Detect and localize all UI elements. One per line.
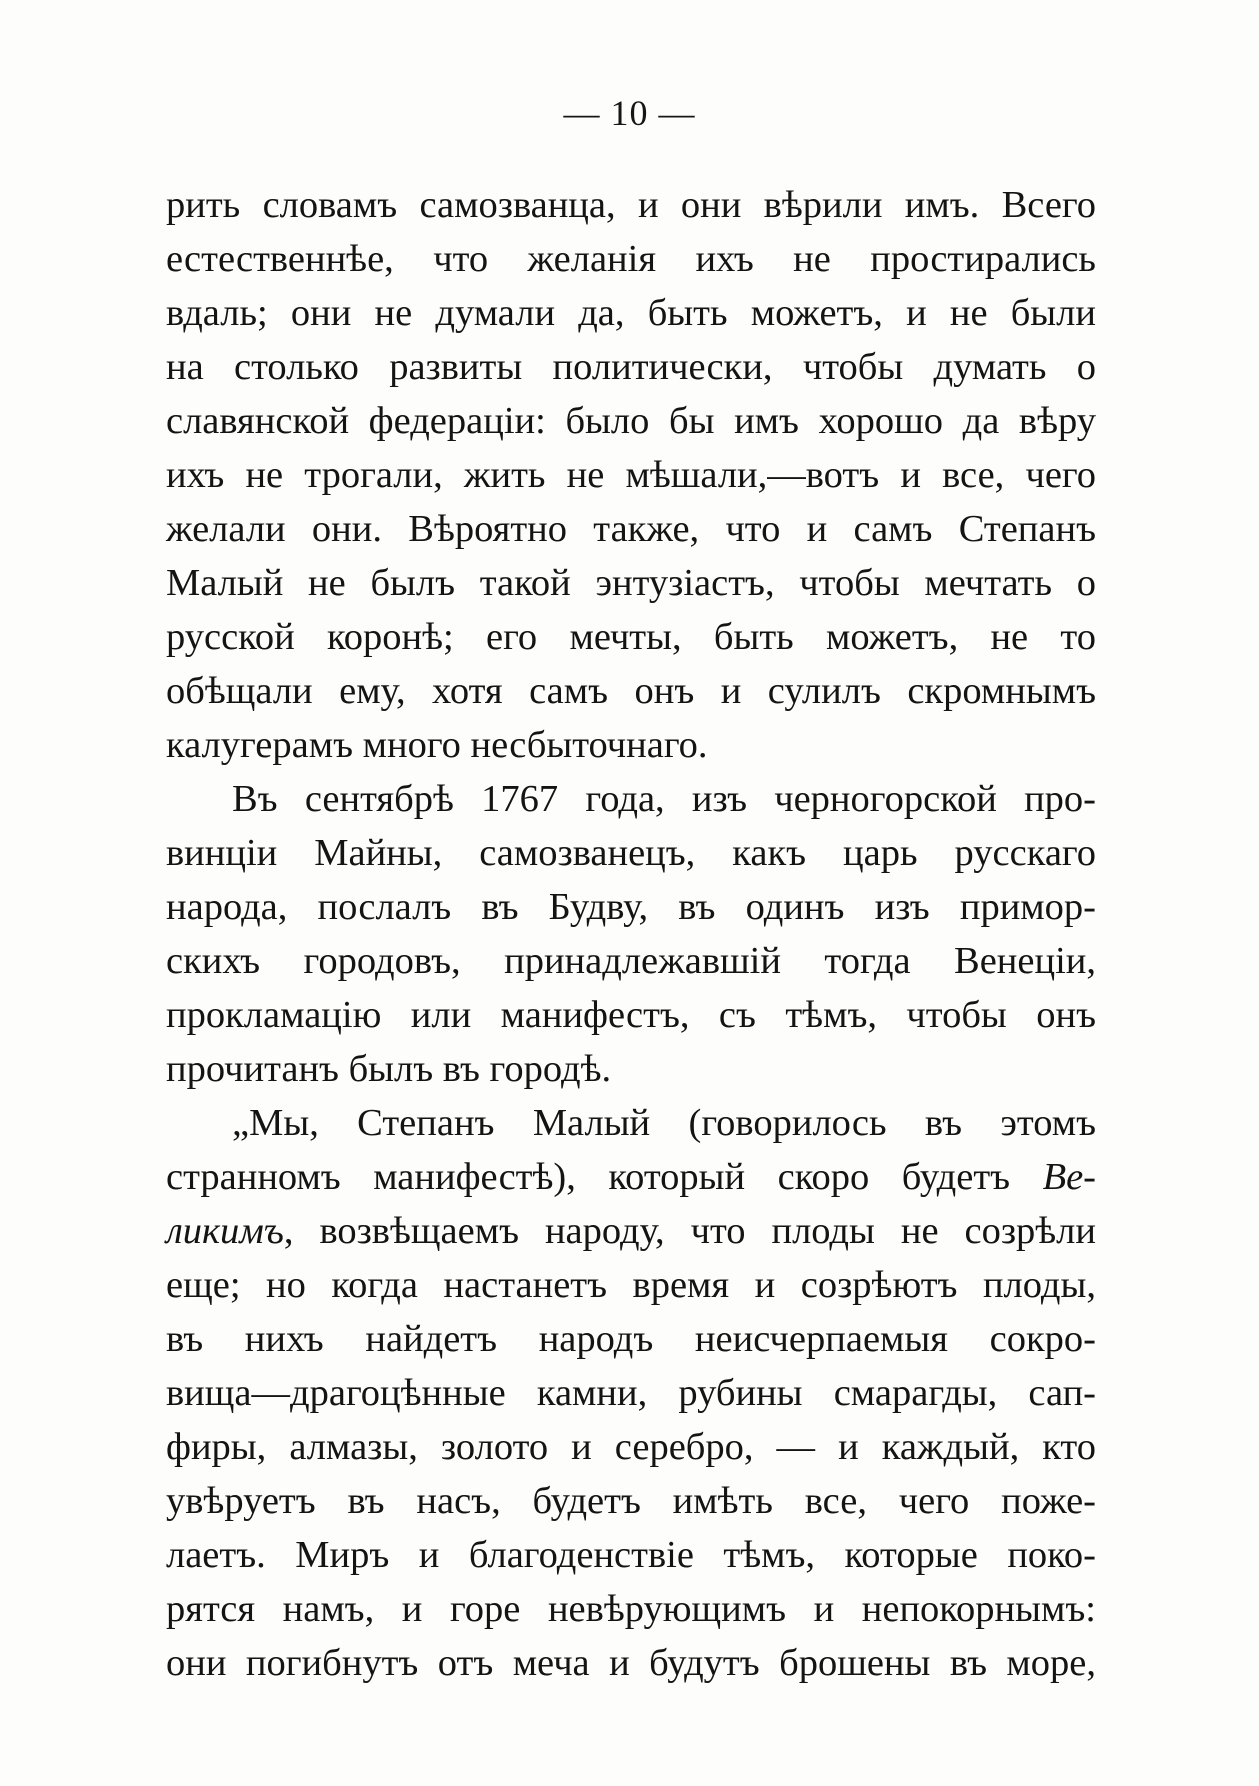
text-line: еще; но когда настанетъ время и созрѣютъ плоды, xyxy=(166,1264,1096,1306)
text-line: фиры, алмазы, золото и серебро, — и каждый, кто xyxy=(166,1426,1096,1468)
text-line: лаетъ. Миръ и благоденствіе тѣмъ, которые поко- xyxy=(166,1534,1096,1576)
text-line: они погибнутъ отъ меча и будутъ брошены въ море, xyxy=(166,1642,1096,1684)
italic-word: Ве- xyxy=(1042,1156,1097,1198)
text-line: русской коронѣ; его мечты, быть можетъ, не то xyxy=(166,616,1096,658)
text-line: калугерамъ много несбыточнаго. xyxy=(166,724,708,766)
text-line: обѣщали ему, хотя самъ онъ и сулилъ скромнымъ xyxy=(166,670,1096,712)
italic-word: ликимъ xyxy=(166,1210,284,1252)
body-text xyxy=(166,178,1096,1690)
text-line: славянской федераціи: было бы имъ хорошо да вѣру xyxy=(166,400,1096,442)
text-line: увѣруетъ въ насъ, будетъ имѣть все, чего поже- xyxy=(166,1480,1096,1522)
text-line: скихъ городовъ, принадлежавшій тогда Венеціи, xyxy=(166,940,1096,982)
text-line: „Мы, Степанъ Малый (говорилось въ этомъ xyxy=(232,1102,1096,1144)
text-line: народа, послалъ въ Будву, въ одинъ изъ примор- xyxy=(166,886,1096,928)
text-line: вдаль; они не думали да, быть можетъ, и не были xyxy=(166,292,1096,334)
text-line xyxy=(166,1150,1096,1204)
page-number: — 10 — xyxy=(563,93,696,133)
text-line: естественнѣе, что желанія ихъ не простирались xyxy=(166,238,1096,280)
text-line: рить словамъ самозванца, и они вѣрили имъ. Всего xyxy=(166,184,1096,226)
text-line: Малый не былъ такой энтузіастъ, чтобы мечтать о xyxy=(166,562,1096,604)
text-line: желали они. Вѣроятно также, что и самъ Степанъ xyxy=(166,508,1096,550)
text-line: Въ сентябрѣ 1767 года, изъ черногорской про- xyxy=(232,778,1096,820)
text-line: винціи Майны, самозванецъ, какъ царь русскаго xyxy=(166,832,1096,874)
text-line: ихъ не трогали, жить не мѣшали,—вотъ и все, чего xyxy=(166,454,1096,496)
text-line: вища—драгоцѣнные камни, рубины смарагды, сап- xyxy=(166,1372,1096,1414)
text-line-plain: странномъ манифестѣ), который скоро будетъ xyxy=(166,1156,1011,1198)
text-line: въ нихъ найдетъ народъ неисчерпаемыя сокро- xyxy=(166,1318,1096,1360)
text-line-plain: , возвѣщаемъ народу, что плоды не созрѣли xyxy=(283,1210,1096,1252)
text-line xyxy=(166,1204,1096,1258)
text-line: рятся намъ, и горе невѣрующимъ и непокорнымъ: xyxy=(166,1588,1096,1630)
text-line: прокламацію или манифестъ, съ тѣмъ, чтобы онъ xyxy=(166,994,1096,1036)
text-line: на столько развиты политически, чтобы думать о xyxy=(166,346,1096,388)
text-line: прочитанъ былъ въ городѣ. xyxy=(166,1048,612,1090)
